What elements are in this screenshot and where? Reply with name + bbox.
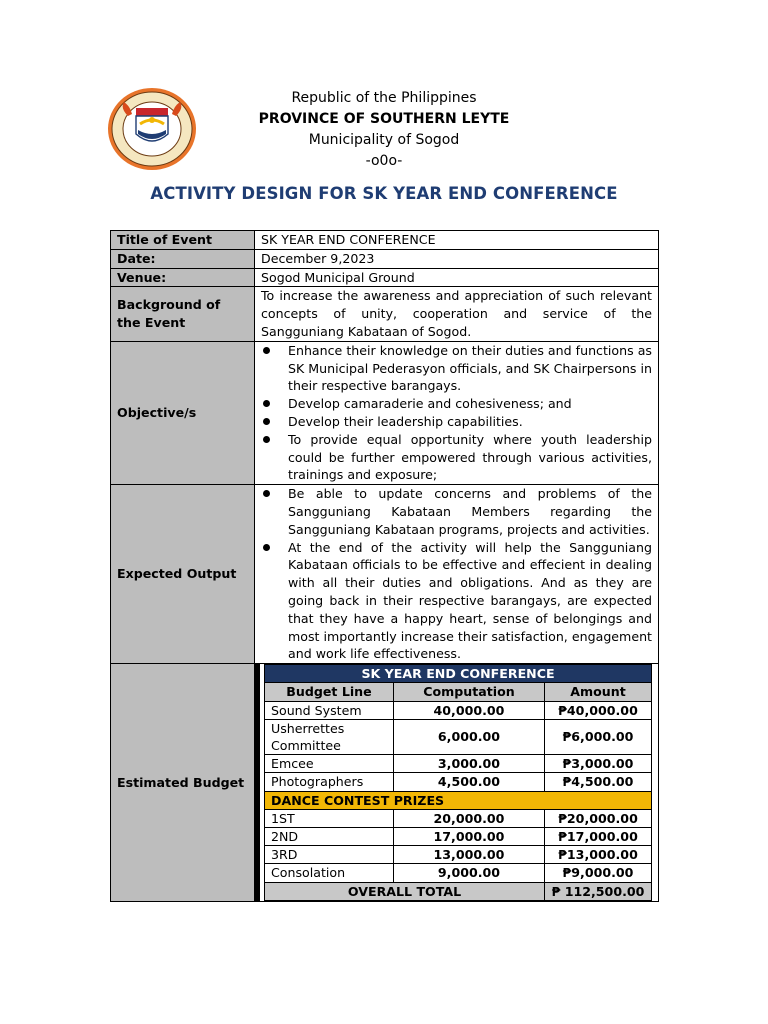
- table-row: [265, 701, 652, 719]
- bullet-icon: [263, 544, 270, 551]
- budget-table: [264, 664, 652, 901]
- list-item: [261, 395, 652, 413]
- table-row: [265, 864, 652, 882]
- venue-value: Sogod Municipal Ground: [255, 268, 659, 287]
- budget-line: 2ND: [265, 827, 394, 845]
- budget-computation: 9,000.00: [394, 864, 545, 882]
- outputs-list: [261, 485, 652, 663]
- row-budget: [111, 664, 659, 902]
- bullet-icon: [263, 418, 270, 425]
- budget-label: Estimated Budget: [111, 664, 255, 902]
- header-separator: -o0o-: [365, 153, 403, 169]
- title-value: SK YEAR END CONFERENCE: [255, 231, 659, 250]
- budget-amount: ₱9,000.00: [545, 864, 652, 882]
- row-title: [111, 231, 659, 250]
- header-province: PROVINCE OF SOUTHERN LEYTE: [258, 111, 510, 127]
- expected-output-cell: [255, 485, 659, 664]
- column-header: Amount: [545, 683, 652, 701]
- bullet-icon: [263, 436, 270, 443]
- budget-computation: 20,000.00: [394, 809, 545, 827]
- list-item: [261, 485, 652, 538]
- objective-text: Enhance their knowledge on their duties and functions as SK Municipal Pederasyon officials, and SK Chairpersons in their respective barangays.: [288, 342, 652, 394]
- bullet-icon: [263, 490, 270, 497]
- budget-computation: 17,000.00: [394, 827, 545, 845]
- column-header: Computation: [394, 683, 545, 701]
- table-row: [265, 809, 652, 827]
- overall-total-label: OVERALL TOTAL: [265, 882, 545, 900]
- row-venue: [111, 268, 659, 287]
- document-title: ACTIVITY DESIGN FOR SK YEAR END CONFERENCE: [150, 184, 618, 203]
- title-label: Title of Event: [111, 231, 255, 250]
- budget-title-row: [265, 665, 652, 683]
- column-header: Budget Line: [265, 683, 394, 701]
- objective-text: Develop their leadership capabilities.: [288, 413, 523, 429]
- budget-computation: 40,000.00: [394, 701, 545, 719]
- date-value: December 9,2023: [255, 249, 659, 268]
- list-item: [261, 413, 652, 431]
- output-text: Be able to update concerns and problems of the Sangguniang Kabataan Members regarding the Sangguniang Kabataan programs, projects and activities.: [288, 486, 652, 537]
- budget-line: Usherrettes Committee: [265, 719, 394, 754]
- budget-amount: ₱13,000.00: [545, 846, 652, 864]
- row-objectives: [111, 341, 659, 484]
- dance-contest-section-row: [265, 791, 652, 809]
- table-row: [265, 755, 652, 773]
- list-item: [261, 539, 652, 664]
- row-background: [111, 287, 659, 341]
- objective-text: To provide equal opportunity where youth leadership could be further empowered through various activities, trainings and exposure;: [288, 431, 652, 483]
- header-municipality: Municipality of Sogod: [308, 132, 460, 148]
- bullet-icon: [263, 400, 270, 407]
- table-row: [265, 846, 652, 864]
- budget-line: 3RD: [265, 846, 394, 864]
- dance-contest-heading: DANCE CONTEST PRIZES: [265, 791, 652, 809]
- activity-design-table: [110, 230, 659, 902]
- row-date: [111, 249, 659, 268]
- budget-line: Photographers: [265, 773, 394, 791]
- background-value: To increase the awareness and appreciation of such relevant concepts of unity, cooperation and service of the Sangguniang Kabataan of Sogod.: [255, 287, 659, 341]
- budget-amount: ₱4,500.00: [545, 773, 652, 791]
- budget-computation: 4,500.00: [394, 773, 545, 791]
- venue-label: Venue:: [111, 268, 255, 287]
- budget-amount: ₱20,000.00: [545, 809, 652, 827]
- budget-title: SK YEAR END CONFERENCE: [265, 665, 652, 683]
- budget-computation: 6,000.00: [394, 719, 545, 754]
- budget-computation: 3,000.00: [394, 755, 545, 773]
- overall-total-row: [265, 882, 652, 900]
- budget-wrapper: [255, 664, 652, 901]
- budget-column-headers: [265, 683, 652, 701]
- budget-line: 1ST: [265, 809, 394, 827]
- date-label: Date:: [111, 249, 255, 268]
- objective-text: Develop camaraderie and cohesiveness; and: [288, 396, 572, 412]
- expected-output-label: Expected Output: [111, 485, 255, 664]
- bullet-icon: [263, 347, 270, 354]
- overall-total-value: ₱ 112,500.00: [545, 882, 652, 900]
- background-label: Background of the Event: [111, 287, 255, 341]
- objectives-label: Objective/s: [111, 341, 255, 484]
- budget-amount: ₱17,000.00: [545, 827, 652, 845]
- table-row: [265, 719, 652, 754]
- table-row: [265, 827, 652, 845]
- budget-cell: [255, 664, 659, 902]
- budget-amount: ₱3,000.00: [545, 755, 652, 773]
- budget-line: Emcee: [265, 755, 394, 773]
- budget-amount: ₱40,000.00: [545, 701, 652, 719]
- row-expected-output: [111, 485, 659, 664]
- list-item: [261, 342, 652, 395]
- budget-line: Sound System: [265, 701, 394, 719]
- table-row: [265, 773, 652, 791]
- output-text: At the end of the activity will help the Sangguniang Kabataan officials to be effective and effecient in dealing with all their duties and obligations. And as they are going back in their respective barangays, are expected that they have a happy heart, sense of belongings and most importantly increase their satisfaction, engagement and work life effectiveness.: [288, 539, 652, 662]
- budget-computation: 13,000.00: [394, 846, 545, 864]
- budget-line: Consolation: [265, 864, 394, 882]
- objectives-list: [261, 342, 652, 484]
- budget-amount: ₱6,000.00: [545, 719, 652, 754]
- list-item: [261, 431, 652, 484]
- objectives-cell: [255, 341, 659, 484]
- header-republic: Republic of the Philippines: [291, 90, 477, 106]
